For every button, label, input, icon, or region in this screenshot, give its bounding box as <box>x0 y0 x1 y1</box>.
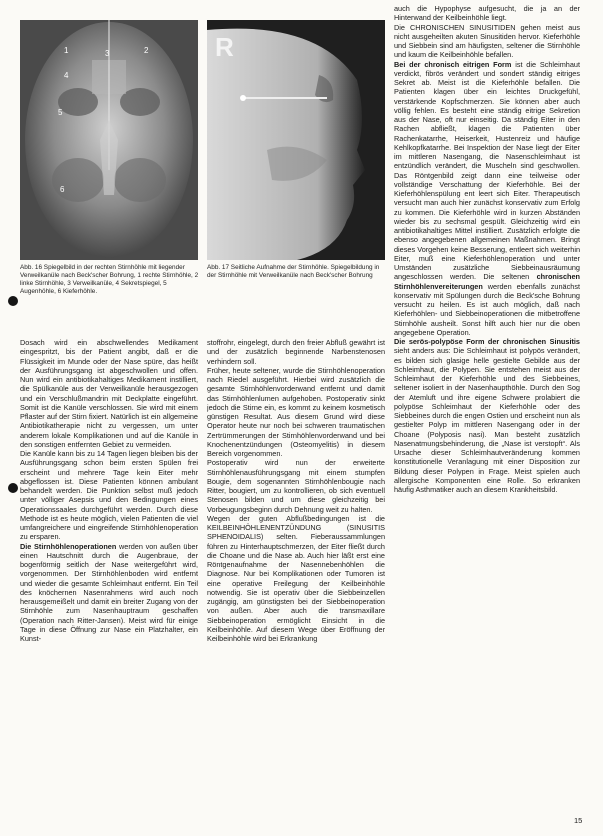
text-column-2 <box>207 338 385 826</box>
punch-hole <box>8 483 18 493</box>
paragraph: Postoperativ wird nun der erweiterte Stirnhöhlenausführungsgang mit einem stumpfen Bougie, dem sogenannten Stirnhöhlenbougie nach Ritter, bougiert, um zu kontrollieren, ob sich eventuell Stenosen bilden und um diese gleichzeitig bei Vorbeugungsbeginn durch Dehnung weit zu halten. <box>207 458 385 514</box>
paragraph: stoffrohr, eingelegt, durch den freier Abfluß gewährt ist und der zusätzlich beginnende Narbenstenosen verhindern soll. <box>207 338 385 366</box>
figure-17-caption: Abb. 17 Seitliche Aufnahme der Stirnhöhle. Spiegelbildung in der Stirnhöhle mit Verweilkanüle nach Beck'scher Bohrung <box>207 264 380 279</box>
paragraph: Wegen der guten Abflußbedingungen ist die KEILBEINHÖHLENENTZÜNDUNG (SINUSITIS SPHENOIDALIS) selten. Fieberaussammlungen führen zu Hinterhauptschmerzen, der Eiter fließt durch die Choane und die Nase ab. Auch hier läßt erst eine Röntgenaufnahme der Nasennebenhöhlen die Diagnose. Nur bei Komplikationen oder Tumoren ist eine operative Freilegung der Keilbeinhöhle notwendig. Sie ist operativ über die Siebbeinzellen zugängig, am günstigsten bei der Siebbeinoperation von außen. Aber auch die transmaxillare Siebbeinoperation ermöglicht Einsicht in die Keilbeinhöhle. Auf diesem Wege über Eröffnung der Keilbeinhöhle wird bei Erkrankung <box>207 513 385 643</box>
svg-text:2: 2 <box>144 46 149 55</box>
svg-text:3: 3 <box>105 49 110 58</box>
svg-text:5: 5 <box>58 108 63 117</box>
paragraph <box>394 60 580 338</box>
paragraph-lead: Die Stirnhöhlenoperationen <box>20 541 117 551</box>
figure-16-caption: Abb. 16 Spiegelbild in der rechten Stirnhöhle mit liegender Verweilkanüle nach Beck'scher Bohrung, 1 rechte Stirnhöhle, 2 linke Stirnhöhle, 3 Verweilkanüle, 4 Sekretspiegel, 5 Augenhöhle, 6 Kieferhöhle. <box>20 264 199 295</box>
svg-text:4: 4 <box>64 71 69 80</box>
text-column-1 <box>20 338 198 826</box>
paragraph-body: sieht anders aus: Die Schleimhaut ist polypös verändert, es bilden sich glasige helle gestielte Gebilde aus der Schleimhaut, die Polypen. Sie entstehen meist aus der Schleimhaut der Kieferhöhle und des Siebbeines, seltener isoliert in der Nasenhaupthöhle. Durch den Sog der Atemluft und ihre eigene Schwere prolabiert die polypöse Schleimhaut der Kieferhöhle oder des Siebbeines durch die engen Ostien und erscheint nun als gestielter Polyp im mittleren Nasengang oder in der Choane (Polyposis nasi). Man besteht zusätzlich Nasenatmungsbehinderung, die „Nase ist verstopft“. Als Ursache dieser Schleimhautveränderung kommen konstitutionelle Veranlagung mit einer Disposition zur Bildung dieser Polypen in Frage. Meist spielen auch allergische Komponenten eine Rolle. So erkranken häufig Asthmatiker auch an diesem Krankheitsbild. <box>394 346 580 494</box>
svg-text:1: 1 <box>64 46 69 55</box>
paragraph: auch die Hypophyse aufgesucht, die ja an der Hinterwand der Keilbeinhöhle liegt. <box>394 4 580 23</box>
radiograph-side-marker: R <box>215 32 234 62</box>
paragraph-body: werden von außen über einen Hautschnitt durch die Augenbraue, der bogenförmig seitlich der Nase weitergeführt wird, vorgenommen. Der Stirnhöhlenboden wird entfernt und wieder die gesamte Schleimhaut entfernt. Ein Teil des knöchernen Nasenrahmens wird auch noch herausgemeißelt und damit ein breiter Zugang von der Stirnhöhle zum Nasenhauptraum geschaffen (Operation nach Ritter-Jansen). Meist wird für einige Tage in diese Öffnung zur Nase ein Platzhalter, ein Kunst- <box>20 541 198 643</box>
svg-text:6: 6 <box>60 185 65 194</box>
text-column-3 <box>394 4 580 814</box>
paragraph: Dosach wird ein abschwellendes Medikament eingespritzt, bis der Patient angibt, daß er die Flüssigkeit im Munde oder der Nase spüre, das heißt der Ausführungsgang ist abgeschwollen und offen. Nun wird ein antibiotikahaltiges Medikament instilliert, die Spülkanüle aus der Verweilkanüle herausgezogen und ein Verschlußmandrin mit Deckplatte eingeführt. Somit ist die Kanüle verschlossen. Sie wird mit einem Pflaster auf der Stirn fixiert. Natürlich ist ein allgemeine Antibiotikatherapie nicht zu vergessen, um unter anderem lokale Komplikationen und auf die Kanüle in den sonstigen entfernten Gebiet zu vermeiden. <box>20 338 198 449</box>
paragraph-lead: Die serös-polypöse Form der chronischen Sinusitis <box>394 337 580 346</box>
paragraph-body: ist die Schleimhaut verdickt, fibrös verändert und sondert ständig eitriges Sekret ab. Meist ist die Kieferhöhle befallen. Die Patienten klagen über ein leichtes Druckgefühl, verstärkende Kopfschmerzen. Sie können aber auch völlig fehlen. Es besteht eine ständig eitrige Sekretion aus der Nase, oft nur einseitig. Da ständig Eiter in den Rachen abfließt, klagen die Patienten über Rachenkatarrhe, Heiserkeit, Hustenreiz und häufige Kehlkopfkatarrhe. Bei Inspektion der Nase liegt der Eiter im mittleren Nasengang, die Nasenschleimhaut ist entzündlich verändert, die Muscheln sind geschwollen. Das Röntgenbild zeigt dann eine teilweise oder vollständige Verschattung der Kieferhöhle. Bei der Kieferhöhlenspülung ent leert sich Eiter. Therapeutisch versucht man auch hier zunächst konservativ zum Erfolg zu kommen. Die Kieferhöhle wird in kurzen Abständen wieder bis zu sechsmal gespült. Gleichzeitig wird ein antibiotikahaltiges Mittel instilliert. Zusätzlich erfolgte die ebenso angegebenen allgemeinen Maßnahmen. Bringt dieses Vorgehen keine Besserung, entleert sich weiterhin Eiter, muß eine Kieferhöhlenoperation und unter Umständen zusätzliche Siebbeinausräumung angeschlossen werden. Die seltenen <box>394 59 580 282</box>
paragraph-lead: chronischen Stirnhöhlenvereiterungen <box>394 272 580 291</box>
figure-17-xray-lateral <box>207 20 385 260</box>
paragraph <box>20 542 198 644</box>
figure-16-xray-frontal <box>20 20 198 260</box>
paragraph <box>394 337 580 494</box>
page-number: 15 <box>574 816 583 825</box>
skull-frontal-illustration <box>20 20 198 260</box>
paragraph-lead: Bei der chronisch eitrigen Form <box>394 59 512 69</box>
paragraph: Früher, heute seltener, wurde die Stirnhöhlenoperation nach Riedel ausgeführt. Hierbei wird zusätzlich die gesamte Stirnhöhlenvorderwand entfernt und damit das Stirnhöhlenlumen aufgehoben. Postoperativ sinkt jedoch die Stirne ein, es kommt zu keinem kosmetisch günstigen Resultat. Aus diesem Grund wird diese Operator heute nur noch bei schweren traumatischen Zertrümmerungen der Stirnhöhlenvorderwand und bei Knochenentzündungen (Osteomyelitis) in diesem Bereich vorgenommen. <box>207 365 385 458</box>
paragraph: Die CHRONISCHEN SINUSITIDEN gehen meist aus nicht ausgeheilten akuten Sinusitiden hervor. Kieferhöhle und Siebbein sind am häufigsten, seltener die Stirnhöhle und kaum die Keilbeinhöhle befallen. <box>394 22 580 60</box>
punch-hole <box>8 296 18 306</box>
paragraph: Die Kanüle kann bis zu 14 Tagen liegen bleiben bis der Ausführungsgang schon beim ersten Spülen frei erscheint und mehrere Tage kein Eiter mehr abgeflossen ist. Diese Patienten können ambulant behandelt werden. Die Punktion selbst muß jedoch unter völliger Asepsis und den Bedingungen eines Operationssaales durchgeführt werden. Durch diese Methode ist es heute möglich, vielen Patienten die viel umfangreichere und eingreifende Stirnhöhlenoperation zu ersparen. <box>20 449 198 542</box>
paragraph-body: werden ebenfalls zunächst konservativ mit Spülungen durch die Beck'sche Bohrung versucht zu heilen. Es ist auch möglich, daß nach Kieferhöhlen- und Siebbeinoperationen die mitbetroffene Stirnhöhle ausheilt. Sonst hilft auch hier nur die oben angegebene Operation. <box>394 281 580 337</box>
